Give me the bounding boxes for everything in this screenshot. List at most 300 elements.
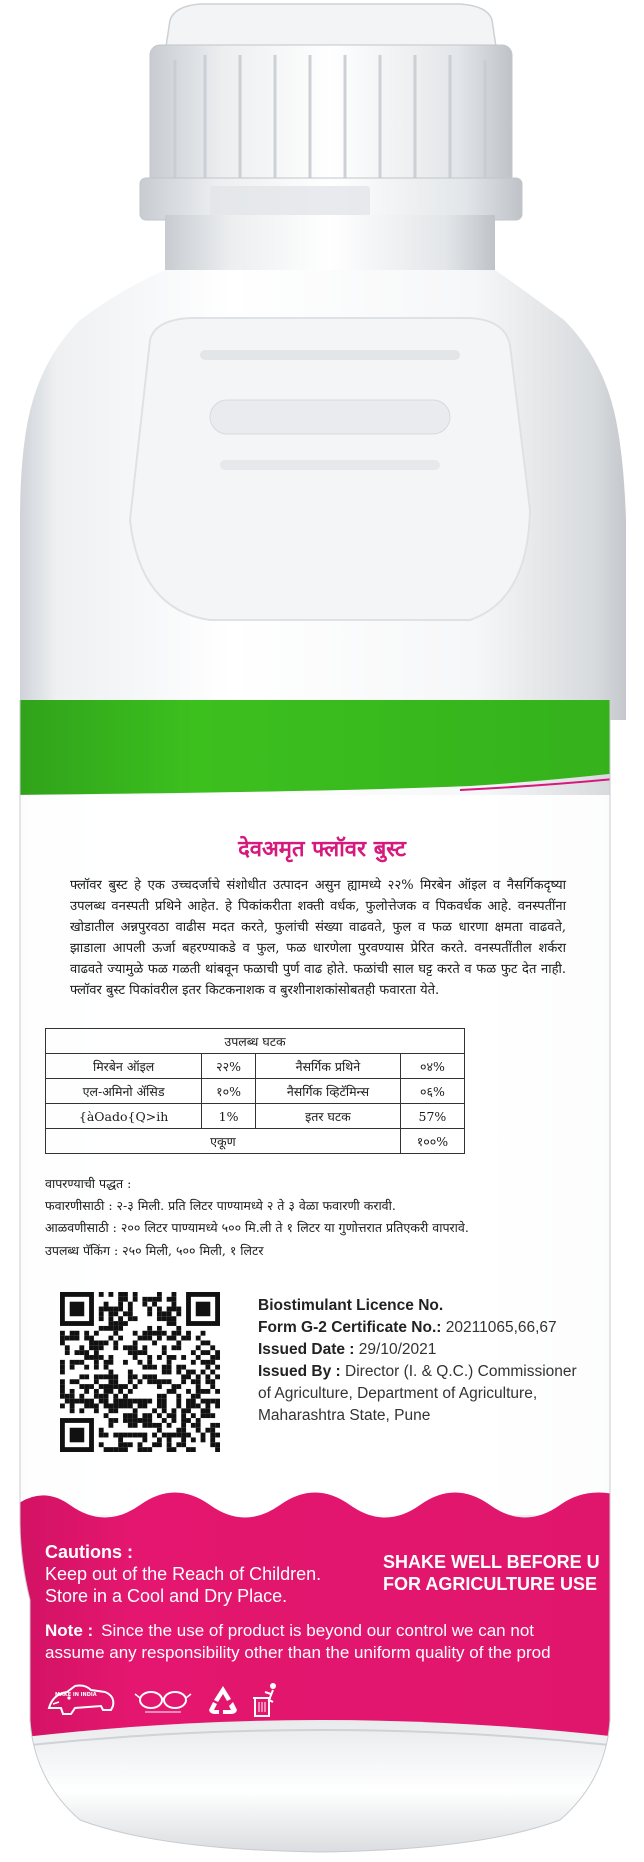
qr-module bbox=[118, 1399, 123, 1404]
qr-module bbox=[118, 1297, 123, 1302]
qr-module bbox=[210, 1428, 215, 1433]
qr-module bbox=[123, 1311, 128, 1316]
table-row bbox=[46, 1054, 465, 1079]
table-row bbox=[46, 1104, 465, 1129]
qr-module bbox=[113, 1404, 118, 1409]
qr-module bbox=[133, 1399, 138, 1404]
qr-module bbox=[108, 1384, 113, 1389]
qr-module bbox=[181, 1428, 186, 1433]
qr-code[interactable] bbox=[60, 1292, 220, 1452]
qr-module bbox=[142, 1365, 147, 1370]
qr-module bbox=[181, 1336, 186, 1341]
qr-module bbox=[201, 1389, 206, 1394]
qr-module bbox=[172, 1331, 177, 1336]
qr-module bbox=[162, 1350, 167, 1355]
qr-module bbox=[118, 1447, 123, 1452]
qr-module bbox=[128, 1316, 133, 1321]
qr-module bbox=[118, 1336, 123, 1341]
qr-module bbox=[113, 1447, 118, 1452]
qr-module bbox=[162, 1331, 167, 1336]
qr-module bbox=[108, 1321, 113, 1326]
qr-module bbox=[186, 1433, 191, 1438]
qr-module bbox=[210, 1433, 215, 1438]
qr-module bbox=[210, 1399, 215, 1404]
qr-module bbox=[104, 1307, 109, 1312]
qr-module bbox=[60, 1394, 65, 1399]
qr-module bbox=[167, 1316, 172, 1321]
qr-module bbox=[205, 1340, 210, 1345]
qr-module bbox=[79, 1384, 84, 1389]
qr-module bbox=[205, 1360, 210, 1365]
ingredient-name: नैसर्गिक व्हिटॅमिन्स bbox=[256, 1079, 401, 1104]
qr-module bbox=[99, 1340, 104, 1345]
qr-module bbox=[84, 1384, 89, 1389]
qr-module bbox=[172, 1413, 177, 1418]
qr-module bbox=[108, 1326, 113, 1331]
qr-module bbox=[108, 1360, 113, 1365]
qr-module bbox=[167, 1321, 172, 1326]
qr-module bbox=[162, 1370, 167, 1375]
qr-module bbox=[167, 1423, 172, 1428]
qr-module bbox=[142, 1350, 147, 1355]
qr-module bbox=[205, 1374, 210, 1379]
qr-module bbox=[113, 1374, 118, 1379]
qr-module bbox=[186, 1418, 191, 1423]
qr-module bbox=[133, 1384, 138, 1389]
qr-module bbox=[118, 1316, 123, 1321]
qr-module bbox=[113, 1408, 118, 1413]
qr-module bbox=[113, 1340, 118, 1345]
qr-module bbox=[108, 1292, 113, 1297]
qr-module bbox=[113, 1379, 118, 1384]
qr-module bbox=[123, 1292, 128, 1297]
qr-module bbox=[113, 1331, 118, 1336]
qr-module bbox=[201, 1360, 206, 1365]
qr-module bbox=[152, 1423, 157, 1428]
qr-module bbox=[94, 1360, 99, 1365]
qr-module bbox=[172, 1321, 177, 1326]
issued-by-line3: Maharashtra State, Pune bbox=[258, 1407, 431, 1424]
swachh-bharat-glasses-icon bbox=[133, 1680, 193, 1720]
qr-module bbox=[108, 1311, 113, 1316]
qr-module bbox=[176, 1433, 181, 1438]
qr-module bbox=[172, 1447, 177, 1452]
qr-module bbox=[210, 1379, 215, 1384]
qr-module bbox=[123, 1442, 128, 1447]
qr-module bbox=[142, 1336, 147, 1341]
qr-module bbox=[133, 1292, 138, 1297]
qr-module bbox=[191, 1394, 196, 1399]
qr-module bbox=[176, 1442, 181, 1447]
qr-module bbox=[128, 1345, 133, 1350]
issued-by-label: Issued By : bbox=[258, 1363, 341, 1380]
table-row bbox=[46, 1079, 465, 1104]
qr-module bbox=[70, 1331, 75, 1336]
qr-module bbox=[118, 1404, 123, 1409]
qr-module bbox=[167, 1442, 172, 1447]
qr-module bbox=[201, 1350, 206, 1355]
qr-module bbox=[176, 1311, 181, 1316]
qr-module bbox=[176, 1345, 181, 1350]
qr-module bbox=[70, 1365, 75, 1370]
issued-date-value: 29/10/2021 bbox=[358, 1341, 437, 1358]
bottle-neck bbox=[165, 215, 495, 275]
qr-module bbox=[99, 1384, 104, 1389]
qr-module bbox=[172, 1307, 177, 1312]
qr-module bbox=[147, 1374, 152, 1379]
qr-module bbox=[89, 1384, 94, 1389]
qr-module bbox=[152, 1365, 157, 1370]
qr-module bbox=[142, 1399, 147, 1404]
qr-module bbox=[84, 1399, 89, 1404]
qr-module bbox=[181, 1433, 186, 1438]
qr-module bbox=[162, 1399, 167, 1404]
qr-module bbox=[201, 1340, 206, 1345]
qr-module bbox=[162, 1394, 167, 1399]
qr-module bbox=[75, 1360, 80, 1365]
qr-module bbox=[104, 1389, 109, 1394]
qr-module bbox=[104, 1384, 109, 1389]
qr-module bbox=[128, 1433, 133, 1438]
qr-module bbox=[99, 1394, 104, 1399]
qr-module bbox=[215, 1404, 220, 1409]
qr-module bbox=[99, 1428, 104, 1433]
qr-module bbox=[167, 1311, 172, 1316]
qr-module bbox=[147, 1379, 152, 1384]
qr-module bbox=[128, 1379, 133, 1384]
qr-module bbox=[172, 1302, 177, 1307]
qr-module bbox=[162, 1404, 167, 1409]
qr-module bbox=[147, 1326, 152, 1331]
qr-module bbox=[167, 1360, 172, 1365]
qr-module bbox=[118, 1442, 123, 1447]
qr-module bbox=[75, 1336, 80, 1341]
qr-module bbox=[205, 1389, 210, 1394]
qr-module bbox=[142, 1297, 147, 1302]
qr-module bbox=[147, 1331, 152, 1336]
ingredient-name: इतर घटक bbox=[256, 1104, 401, 1129]
qr-module bbox=[113, 1311, 118, 1316]
qr-module bbox=[138, 1379, 143, 1384]
qr-module bbox=[79, 1408, 84, 1413]
qr-module bbox=[138, 1404, 143, 1409]
qr-module bbox=[99, 1292, 104, 1297]
note-line-2: assume any responsibility other than the uniform quality of the prod bbox=[45, 1643, 551, 1662]
qr-module bbox=[108, 1389, 113, 1394]
qr-module bbox=[215, 1374, 220, 1379]
issued-by-value: Director (I. & Q.C.) Commissioner bbox=[345, 1363, 577, 1380]
qr-module bbox=[75, 1331, 80, 1336]
qr-module bbox=[172, 1355, 177, 1360]
qr-module bbox=[94, 1350, 99, 1355]
qr-module bbox=[162, 1433, 167, 1438]
qr-module bbox=[142, 1433, 147, 1438]
recycle-icon bbox=[203, 1680, 243, 1720]
issued-date-label: Issued Date : bbox=[258, 1341, 355, 1358]
qr-module bbox=[210, 1442, 215, 1447]
qr-module bbox=[205, 1408, 210, 1413]
qr-module bbox=[157, 1394, 162, 1399]
qr-module bbox=[142, 1374, 147, 1379]
qr-module bbox=[181, 1374, 186, 1379]
qr-module bbox=[157, 1331, 162, 1336]
qr-module bbox=[70, 1404, 75, 1409]
qr-module bbox=[133, 1331, 138, 1336]
qr-module bbox=[186, 1447, 191, 1452]
qr-module bbox=[133, 1418, 138, 1423]
qr-module bbox=[84, 1374, 89, 1379]
qr-module bbox=[123, 1447, 128, 1452]
qr-module bbox=[79, 1345, 84, 1350]
make-in-india-text: MAKE IN INDIA bbox=[55, 1692, 97, 1698]
qr-module bbox=[205, 1413, 210, 1418]
qr-module bbox=[215, 1447, 220, 1452]
qr-module bbox=[181, 1413, 186, 1418]
qr-module bbox=[205, 1428, 210, 1433]
qr-module bbox=[147, 1447, 152, 1452]
qr-module bbox=[104, 1360, 109, 1365]
qr-module bbox=[133, 1374, 138, 1379]
qr-module bbox=[176, 1370, 181, 1375]
qr-module bbox=[79, 1350, 84, 1355]
qr-module bbox=[210, 1370, 215, 1375]
qr-module bbox=[113, 1326, 118, 1331]
qr-module bbox=[196, 1389, 201, 1394]
qr-module bbox=[99, 1355, 104, 1360]
qr-module bbox=[210, 1355, 215, 1360]
qr-module bbox=[215, 1423, 220, 1428]
qr-module bbox=[196, 1423, 201, 1428]
qr-module bbox=[186, 1408, 191, 1413]
qr-module bbox=[157, 1297, 162, 1302]
qr-module bbox=[108, 1418, 113, 1423]
qr-module bbox=[191, 1379, 196, 1384]
qr-module bbox=[113, 1399, 118, 1404]
qr-module bbox=[94, 1379, 99, 1384]
dispose-bin-icon bbox=[245, 1680, 287, 1720]
qr-module bbox=[215, 1350, 220, 1355]
qr-module bbox=[196, 1355, 201, 1360]
qr-module bbox=[75, 1399, 80, 1404]
qr-module bbox=[162, 1345, 167, 1350]
licence-block bbox=[258, 1295, 624, 1427]
qr-module bbox=[128, 1404, 133, 1409]
qr-module bbox=[133, 1340, 138, 1345]
qr-module bbox=[60, 1365, 65, 1370]
qr-module bbox=[142, 1437, 147, 1442]
qr-module bbox=[123, 1384, 128, 1389]
qr-module bbox=[123, 1345, 128, 1350]
qr-module bbox=[157, 1384, 162, 1389]
qr-module bbox=[138, 1350, 143, 1355]
qr-module bbox=[75, 1379, 80, 1384]
qr-module bbox=[215, 1433, 220, 1438]
qr-module bbox=[113, 1433, 118, 1438]
qr-module bbox=[70, 1336, 75, 1341]
qr-module bbox=[172, 1292, 177, 1297]
qr-module bbox=[133, 1350, 138, 1355]
qr-module bbox=[70, 1394, 75, 1399]
packing-info: उपलब्ध पॅकिंग : २५० मिली, ५०० मिली, १ लिटर bbox=[45, 1243, 264, 1258]
qr-module bbox=[186, 1336, 191, 1341]
qr-module bbox=[108, 1370, 113, 1375]
qr-module bbox=[104, 1365, 109, 1370]
qr-module bbox=[147, 1399, 152, 1404]
qr-module bbox=[191, 1447, 196, 1452]
qr-module bbox=[191, 1350, 196, 1355]
qr-module bbox=[196, 1384, 201, 1389]
qr-module bbox=[142, 1423, 147, 1428]
qr-module bbox=[104, 1413, 109, 1418]
note-line-1: Note : Since the use of product is beyond our control we can not bbox=[45, 1621, 534, 1640]
qr-module bbox=[123, 1413, 128, 1418]
qr-module bbox=[201, 1399, 206, 1404]
qr-module bbox=[84, 1404, 89, 1409]
qr-module bbox=[186, 1389, 191, 1394]
qr-module bbox=[172, 1297, 177, 1302]
qr-module bbox=[108, 1408, 113, 1413]
qr-module bbox=[147, 1311, 152, 1316]
ingredient-value: 57% bbox=[400, 1104, 464, 1129]
qr-module bbox=[191, 1370, 196, 1375]
qr-module bbox=[118, 1433, 123, 1438]
qr-module bbox=[162, 1365, 167, 1370]
qr-module bbox=[152, 1442, 157, 1447]
qr-module bbox=[196, 1336, 201, 1341]
qr-module bbox=[142, 1413, 147, 1418]
qr-module bbox=[79, 1394, 84, 1399]
qr-module bbox=[99, 1399, 104, 1404]
qr-module bbox=[172, 1408, 177, 1413]
qr-module bbox=[176, 1331, 181, 1336]
usage-section bbox=[45, 1173, 605, 1239]
qr-module bbox=[104, 1326, 109, 1331]
qr-module bbox=[128, 1374, 133, 1379]
qr-module bbox=[181, 1365, 186, 1370]
qr-module bbox=[65, 1350, 70, 1355]
composition-header: उपलब्ध घटक bbox=[46, 1029, 465, 1054]
qr-module bbox=[118, 1302, 123, 1307]
qr-module bbox=[205, 1365, 210, 1370]
qr-module bbox=[138, 1399, 143, 1404]
qr-module bbox=[176, 1384, 181, 1389]
qr-module bbox=[60, 1404, 65, 1409]
ingredient-name: एल-अमिनो ॲसिड bbox=[46, 1079, 202, 1104]
qr-module bbox=[89, 1345, 94, 1350]
qr-module bbox=[99, 1326, 104, 1331]
qr-module bbox=[108, 1447, 113, 1452]
qr-module bbox=[70, 1379, 75, 1384]
qr-module bbox=[157, 1316, 162, 1321]
qr-module bbox=[104, 1447, 109, 1452]
qr-module bbox=[123, 1321, 128, 1326]
qr-module bbox=[99, 1311, 104, 1316]
qr-module bbox=[60, 1360, 65, 1365]
qr-module bbox=[157, 1423, 162, 1428]
qr-module bbox=[94, 1389, 99, 1394]
qr-module bbox=[108, 1374, 113, 1379]
qr-module bbox=[128, 1389, 133, 1394]
ingredient-name: मिरबेन ऑइल bbox=[46, 1054, 202, 1079]
qr-module bbox=[113, 1418, 118, 1423]
qr-module bbox=[196, 1374, 201, 1379]
qr-module bbox=[123, 1399, 128, 1404]
qr-module bbox=[167, 1365, 172, 1370]
qr-module bbox=[201, 1413, 206, 1418]
qr-module bbox=[94, 1374, 99, 1379]
qr-module bbox=[118, 1437, 123, 1442]
qr-module bbox=[205, 1404, 210, 1409]
qr-module bbox=[65, 1345, 70, 1350]
qr-module bbox=[157, 1413, 162, 1418]
qr-module bbox=[128, 1307, 133, 1312]
qr-module bbox=[84, 1350, 89, 1355]
qr-module bbox=[147, 1423, 152, 1428]
qr-module bbox=[201, 1331, 206, 1336]
usage-drench: आळवणीसाठी : २०० लिटर पाण्यामध्ये ५०० मि.ली ते १ लिटर या गुणोत्तरात प्रतिएकरी वापरावे. bbox=[45, 1220, 469, 1235]
qr-module bbox=[133, 1345, 138, 1350]
qr-module bbox=[118, 1292, 123, 1297]
ingredient-value: ०४% bbox=[400, 1054, 464, 1079]
qr-module bbox=[94, 1345, 99, 1350]
qr-module bbox=[147, 1365, 152, 1370]
qr-module bbox=[138, 1447, 143, 1452]
qr-module bbox=[138, 1442, 143, 1447]
qr-module bbox=[123, 1433, 128, 1438]
qr-module bbox=[60, 1336, 65, 1341]
qr-module bbox=[186, 1374, 191, 1379]
qr-module bbox=[108, 1316, 113, 1321]
qr-module bbox=[94, 1404, 99, 1409]
qr-module bbox=[181, 1355, 186, 1360]
qr-module bbox=[65, 1336, 70, 1341]
qr-module bbox=[152, 1374, 157, 1379]
qr-module bbox=[104, 1302, 109, 1307]
qr-module bbox=[75, 1350, 80, 1355]
qr-module bbox=[167, 1336, 172, 1341]
qr-module bbox=[201, 1370, 206, 1375]
qr-module bbox=[172, 1418, 177, 1423]
qr-module bbox=[196, 1345, 201, 1350]
qr-module bbox=[176, 1307, 181, 1312]
qr-module bbox=[128, 1418, 133, 1423]
qr-module bbox=[108, 1307, 113, 1312]
qr-module bbox=[99, 1433, 104, 1438]
qr-module bbox=[133, 1413, 138, 1418]
qr-module bbox=[172, 1433, 177, 1438]
qr-module bbox=[157, 1428, 162, 1433]
make-in-india-lion-icon bbox=[45, 1680, 119, 1720]
qr-module bbox=[79, 1374, 84, 1379]
qr-module bbox=[167, 1370, 172, 1375]
qr-module bbox=[157, 1311, 162, 1316]
qr-module bbox=[210, 1413, 215, 1418]
qr-module bbox=[210, 1345, 215, 1350]
qr-module bbox=[104, 1404, 109, 1409]
cautions-heading: Cautions : bbox=[45, 1542, 133, 1562]
qr-module bbox=[60, 1389, 65, 1394]
qr-module bbox=[196, 1428, 201, 1433]
qr-module bbox=[99, 1442, 104, 1447]
ingredient-value: ०६% bbox=[400, 1079, 464, 1104]
qr-module bbox=[79, 1399, 84, 1404]
qr-module bbox=[215, 1355, 220, 1360]
qr-module bbox=[215, 1399, 220, 1404]
qr-module bbox=[79, 1360, 84, 1365]
qr-module bbox=[94, 1355, 99, 1360]
note-label: Note : bbox=[45, 1621, 94, 1640]
qr-module bbox=[172, 1389, 177, 1394]
